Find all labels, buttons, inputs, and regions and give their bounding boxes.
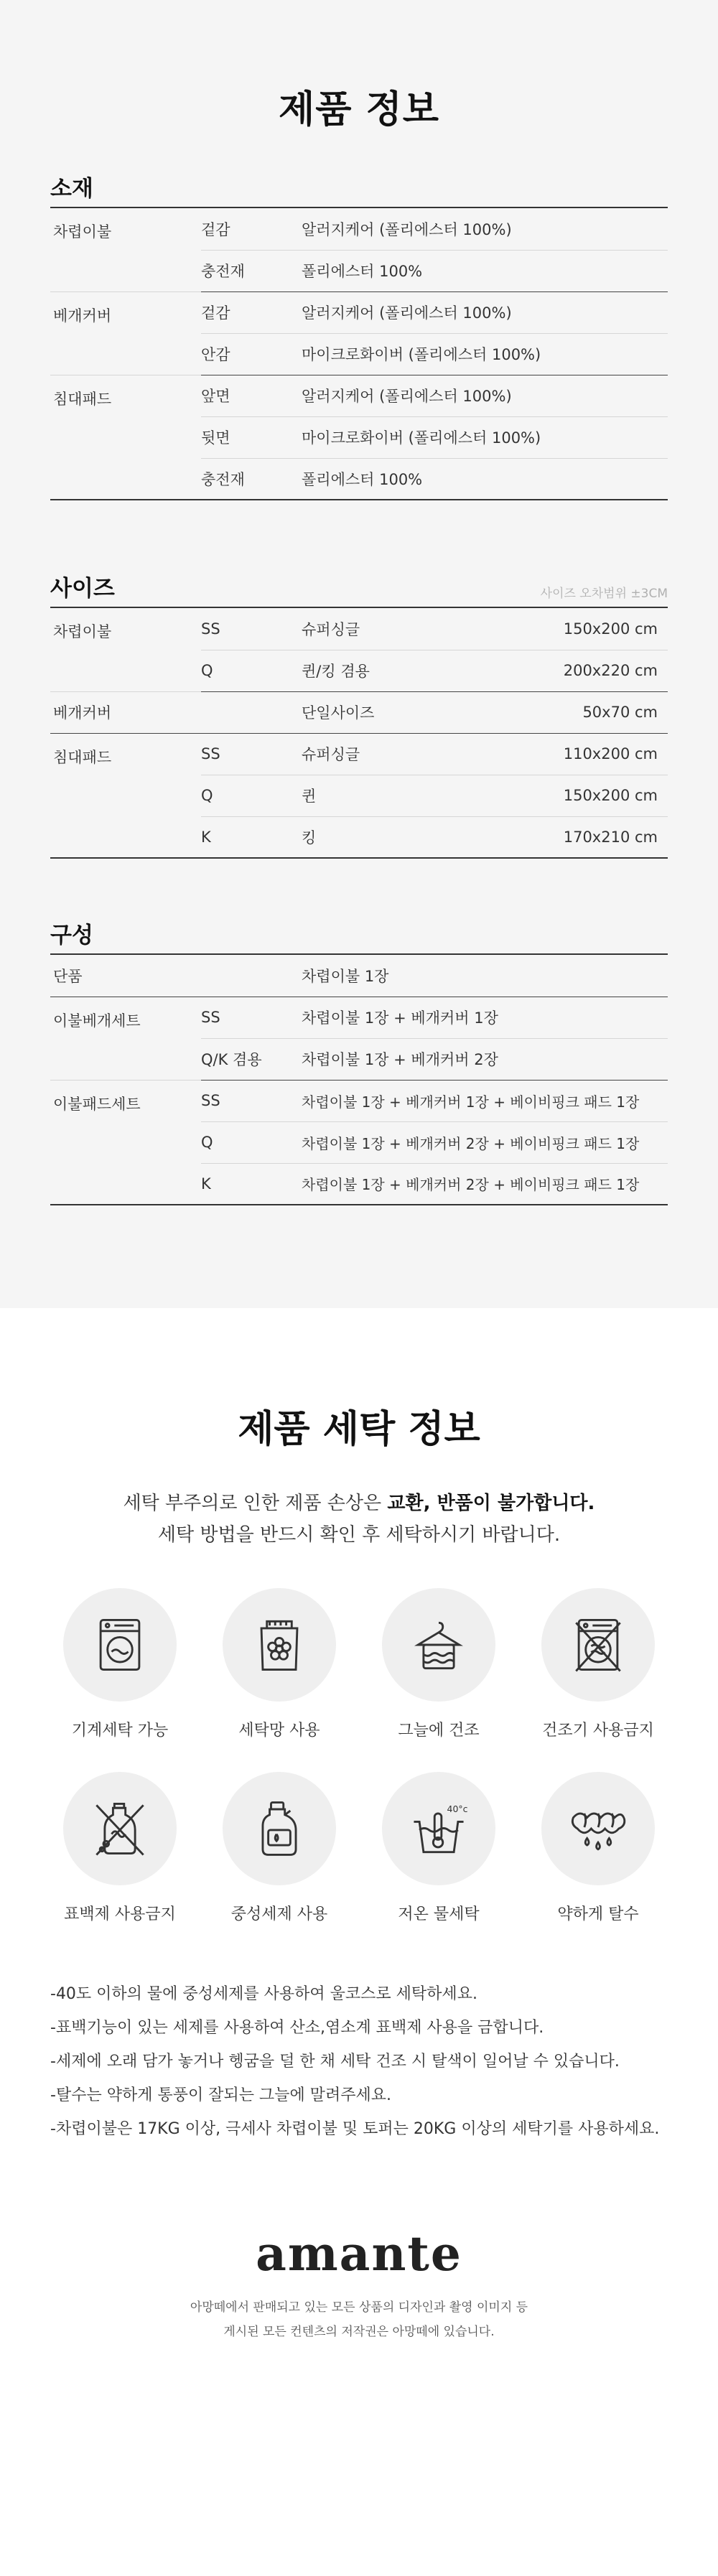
no-dryer-icon — [564, 1610, 633, 1679]
care-label: 건조기 사용금지 — [542, 1722, 654, 1740]
row-code: K — [201, 816, 302, 858]
row-material: 폴리에스터 100% — [302, 458, 668, 500]
material-section — [50, 177, 668, 500]
row-size-name: 슈퍼싱글 — [302, 733, 452, 775]
care-notes — [50, 1977, 668, 2146]
care-item-neutral-detergent — [200, 1772, 359, 1926]
row-size-code: SS — [201, 997, 302, 1038]
icon-circle — [63, 1772, 177, 1885]
care-label: 저온 물세탁 — [398, 1905, 480, 1923]
care-note: -세제에 오래 담가 놓거나 헹굼을 덜 한 채 세탁 건조 시 탈색이 일어날 수 있습니다. — [50, 2053, 620, 2071]
group-name: 이불베개세트 — [50, 997, 201, 1080]
care-item-shade-dry — [359, 1588, 518, 1742]
row-part: 겉감 — [201, 208, 302, 250]
care-note: -탈수는 약하게 통풍이 잘되는 그늘에 말려주세요. — [50, 2086, 391, 2104]
table-row — [50, 997, 668, 1038]
care-label: 세탁망 사용 — [238, 1722, 320, 1740]
row-contents: 차렵이불 1장 — [302, 955, 668, 997]
group-name: 단품 — [50, 955, 201, 997]
row-contents: 차렵이불 1장 + 베개커버 1장 + 베이비핑크 패드 1장 — [302, 1080, 668, 1121]
row-code — [201, 691, 302, 733]
care-note: -표백기능이 있는 세제를 사용하여 산소,염소계 표백제 사용을 금합니다. — [50, 2019, 544, 2037]
table-row — [50, 1080, 668, 1121]
icon-circle — [63, 1588, 177, 1702]
copyright-line: 아망떼에서 판매되고 있는 모든 상품의 디자인과 촬영 이미지 등 — [190, 2300, 528, 2315]
row-size-code: Q — [201, 1121, 302, 1163]
no-bleach-icon — [85, 1794, 154, 1863]
size-title: 사이즈 — [50, 576, 115, 602]
care-warning-text: 세탁 부주의로 인한 제품 손상은 — [123, 1493, 388, 1514]
care-section — [0, 1308, 718, 2344]
icon-circle — [541, 1772, 655, 1885]
table-row — [50, 691, 668, 733]
row-size-code — [201, 955, 302, 997]
row-dimension: 150x200 cm — [452, 775, 668, 816]
size-table — [50, 608, 668, 859]
table-row — [50, 733, 668, 775]
copyright-notice — [0, 2295, 718, 2344]
row-size-name: 퀸/킹 겸용 — [302, 650, 452, 691]
row-code: SS — [201, 733, 302, 775]
washing-machine-icon — [85, 1610, 154, 1679]
group-name: 베개커버 — [50, 691, 201, 733]
row-material: 마이크로화이버 (폴리에스터 100%) — [302, 333, 668, 375]
icon-circle — [223, 1588, 336, 1702]
table-row — [50, 955, 668, 997]
row-material: 폴리에스터 100% — [302, 250, 668, 291]
row-size-name: 퀸 — [302, 775, 452, 816]
row-dimension: 110x200 cm — [452, 733, 668, 775]
row-part: 뒷면 — [201, 416, 302, 458]
group-name: 이불패드세트 — [50, 1080, 201, 1205]
row-part: 안감 — [201, 333, 302, 375]
row-code: Q — [201, 650, 302, 691]
row-material: 알러지케어 (폴리에스터 100%) — [302, 208, 668, 250]
icon-circle — [382, 1588, 495, 1702]
product-info-title: 제품 정보 — [278, 88, 440, 131]
care-item-no-dryer — [518, 1588, 678, 1742]
row-dimension: 150x200 cm — [452, 608, 668, 650]
care-label: 표백제 사용금지 — [64, 1905, 176, 1923]
row-size-name: 킹 — [302, 816, 452, 858]
icon-circle — [223, 1772, 336, 1885]
composition-title: 구성 — [50, 923, 93, 948]
row-part: 충전재 — [201, 250, 302, 291]
row-part: 앞면 — [201, 375, 302, 416]
group-name: 차렵이불 — [50, 208, 201, 291]
gentle-spin-icon — [564, 1794, 633, 1863]
group-name: 침대패드 — [50, 733, 201, 858]
material-table — [50, 208, 668, 500]
icon-circle — [541, 1588, 655, 1702]
group-name: 베개커버 — [50, 291, 201, 375]
row-contents: 차렵이불 1장 + 베개커버 1장 — [302, 997, 668, 1038]
composition-section — [50, 923, 668, 1205]
care-note: -40도 이하의 물에 중성세제를 사용하여 울코스로 세탁하세요. — [50, 1985, 477, 2003]
care-warning — [0, 1488, 718, 1551]
temp-label: 40°c — [447, 1803, 468, 1814]
icon-circle — [382, 1772, 495, 1885]
row-dimension: 200x220 cm — [452, 650, 668, 691]
material-header — [50, 177, 668, 208]
care-icon-grid — [0, 1588, 718, 1926]
size-section — [50, 577, 668, 859]
cold-water-icon — [404, 1794, 473, 1863]
row-contents: 차렵이불 1장 + 베개커버 2장 + 베이비핑크 패드 1장 — [302, 1121, 668, 1163]
care-title: 제품 세탁 정보 — [238, 1408, 480, 1451]
care-warning-bold: 교환, 반품이 불가합니다. — [387, 1493, 595, 1514]
row-size-code: K — [201, 1163, 302, 1205]
care-item-gentle-spin — [518, 1772, 678, 1926]
row-size-name: 단일사이즈 — [302, 691, 452, 733]
care-label: 약하게 탈수 — [557, 1905, 639, 1923]
row-code: SS — [201, 608, 302, 650]
size-header — [50, 577, 668, 608]
care-item-no-bleach — [40, 1772, 200, 1926]
care-label: 기계세탁 가능 — [71, 1722, 169, 1740]
row-contents: 차렵이불 1장 + 베개커버 2장 + 베이비핑크 패드 1장 — [302, 1163, 668, 1205]
amante-logo: amante — [256, 2226, 462, 2282]
laundry-net-icon — [245, 1610, 314, 1679]
care-item-laundry-net — [200, 1588, 359, 1742]
row-material: 알러지케어 (폴리에스터 100%) — [302, 291, 668, 333]
care-warning-line2: 세탁 방법을 반드시 확인 후 세탁하시기 바랍니다. — [157, 1524, 561, 1546]
footer — [0, 2225, 718, 2344]
row-size-name: 슈퍼싱글 — [302, 608, 452, 650]
row-size-code: Q/K 겸용 — [201, 1038, 302, 1080]
row-part: 겉감 — [201, 291, 302, 333]
row-material: 마이크로화이버 (폴리에스터 100%) — [302, 416, 668, 458]
size-tolerance-note: 사이즈 오차범위 ±3CM — [540, 587, 668, 601]
table-row — [50, 291, 668, 333]
care-label: 중성세제 사용 — [230, 1905, 328, 1923]
copyright-line: 게시된 모든 컨텐츠의 저작권은 아망떼에 있습니다. — [223, 2325, 495, 2339]
composition-table — [50, 955, 668, 1205]
composition-header — [50, 923, 668, 955]
table-row — [50, 608, 668, 650]
material-title: 소재 — [50, 176, 93, 202]
table-row — [50, 375, 668, 416]
shade-dry-icon — [404, 1610, 473, 1679]
row-part: 충전재 — [201, 458, 302, 500]
group-name: 침대패드 — [50, 375, 201, 500]
row-size-code: SS — [201, 1080, 302, 1121]
care-note: -차렵이불은 17KG 이상, 극세사 차렵이불 및 토퍼는 20KG 이상의 세탁기를 사용하세요. — [50, 2120, 660, 2138]
row-dimension: 170x210 cm — [452, 816, 668, 858]
care-item-cold-water — [359, 1772, 518, 1926]
neutral-detergent-icon — [245, 1794, 314, 1863]
row-code: Q — [201, 775, 302, 816]
row-material: 알러지케어 (폴리에스터 100%) — [302, 375, 668, 416]
row-contents: 차렵이불 1장 + 베개커버 2장 — [302, 1038, 668, 1080]
group-name: 차렵이불 — [50, 608, 201, 691]
care-label: 그늘에 건조 — [398, 1722, 480, 1740]
care-item-machine-wash — [40, 1588, 200, 1742]
row-dimension: 50x70 cm — [452, 691, 668, 733]
table-row — [50, 208, 668, 250]
